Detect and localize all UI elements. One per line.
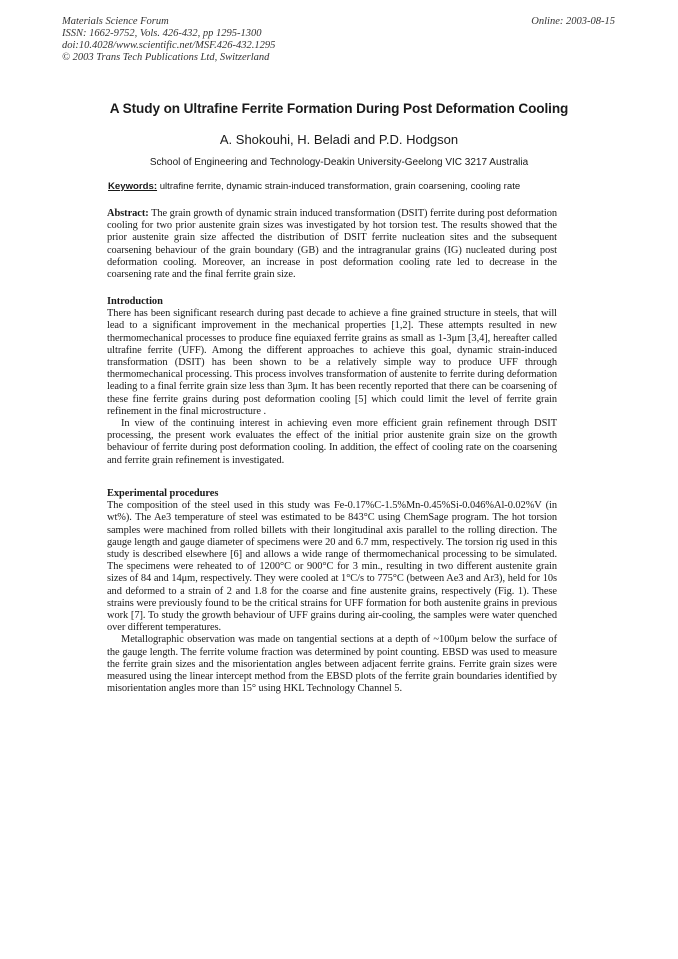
abstract-label: Abstract: <box>107 208 149 219</box>
keywords-line <box>108 181 588 192</box>
affiliation: School of Engineering and Technology-Deakin University-Geelong VIC 3217 Australia <box>149 157 529 168</box>
experimental-section <box>107 488 557 695</box>
online-date: Online: 2003-08-15 <box>531 16 615 27</box>
introduction-heading: Introduction <box>107 296 163 307</box>
issn-line: ISSN: 1662-9752, Vols. 426-432, pp 1295-1300 <box>62 28 262 39</box>
author-list: A. Shokouhi, H. Beladi and P.D. Hodgson <box>219 132 459 147</box>
experimental-heading: Experimental procedures <box>107 488 219 499</box>
paper-title: A Study on Ultrafine Ferrite Formation During Post Deformation Cooling <box>109 101 569 116</box>
keywords-label: Keywords: <box>108 181 158 192</box>
introduction-section <box>107 296 557 467</box>
experimental-paragraph-1: The composition of the steel used in this study was Fe-0.17%C-1.5%Mn-0.45%Si-0.046%Al-0.02%V (in wt%). The Ae3 temperature of steel was estimated to be 843°C using ChemSage program. The hot torsion samples were machined from rolled billets with their longitudinal axis parallel to the rolling direction. The gauge length and gauge diameter of specimens were 20 and 6.7 mm, respectively. The torsion rig used in this study is described elsewhere [6] and allows a wide range of thermomechanical processing to be simulated. The specimens were reheated to of 1200°C or 900°C for 3 min., resulting in two different austenite grain sizes of 84 and 14μm, respectively. They were cooled at 1°C/s to 775°C (between Ae3 and Ar3), held for 10s and deformed to a strain of 2 and 1.8 for the coarse and fine austenite grains, respectively (Fig. 1). These strains were previously found to be the critical strains for UFF formation for both austenite grains in previous work [7]. To study the growth behaviour of UFF grains during air-cooling, the samples were water quenched over different temperatures. <box>107 500 557 634</box>
introduction-paragraph-1: There has been significant research during past decade to achieve a fine grained structure in steels, that will lead to a significant improvement in the mechanical properties [1,2]. These attempts resulted in new thermomechanical processes to produce fine equiaxed ferrite grains as small as 1-3μm [3,4], hereafter called ultrafine ferrite (UFF). Among the different approaches to achieve this goal, dynamic strain-induced transformation (DSIT) has been shown to be a relatively simple way to produce UFF through thermomechanical processing. This process involves transformation of austenite to ferrite during deformation leading to a final ferrite grain size less than 3μm. It has been recently reported that there can be coarsening of these fine ferrite grains during post deformation cooling [5] which could limit the level of ferrite grain refinement in the final microstructure . <box>107 308 557 417</box>
journal-name: Materials Science Forum <box>62 16 169 27</box>
keywords-text: ultrafine ferrite, dynamic strain-induced transformation, grain coarsening, cooling rate <box>159 181 521 192</box>
experimental-paragraph-2: Metallographic observation was made on tangential sections at a depth of ~100μm below the surface of the gauge length. The ferrite volume fraction was determined by point counting. EBSD was used to measure the ferrite grain sizes and the misorientation angles between adjacent ferrite grains. Ferrite grain sizes were measured using the linear intercept method from the EBSD plots of the ferrite grain boundaries identified by misorientation angles more than 15° using HKL Technology Channel 5. <box>107 634 557 695</box>
copyright-line: © 2003 Trans Tech Publications Ltd, Switzerland <box>62 52 270 63</box>
doi-link[interactable]: doi:10.4028/www.scientific.net/MSF.426-432.1295 <box>62 40 276 51</box>
abstract-text: The grain growth of dynamic strain induced transformation (DSIT) ferrite during post deformation cooling for two prior austenite grain sizes was investigated by hot torsion test. The results showed that the prior austenite grain size affected the distribution of DSIT ferrite nucleation sites and the subsequent coarsening behaviour of the grain boundary (GB) and the intragranular grains (IG) nucleated during post deformation cooling. Moreover, an increase in post deformation cooling rate led to decrease in the coarsening rate and the final ferrite grain size. <box>107 208 557 281</box>
introduction-paragraph-2: In view of the continuing interest in achieving even more efficient grain refinement through DSIT processing, the present work evaluates the effect of the initial prior austenite grain size on the growth behaviour of ferrite during post deformation cooling. In addition, the effect of cooling rate on the coarsening and ferrite grain refinement is investigated. <box>107 418 557 466</box>
publication-info <box>62 16 275 64</box>
abstract-section <box>107 208 557 281</box>
